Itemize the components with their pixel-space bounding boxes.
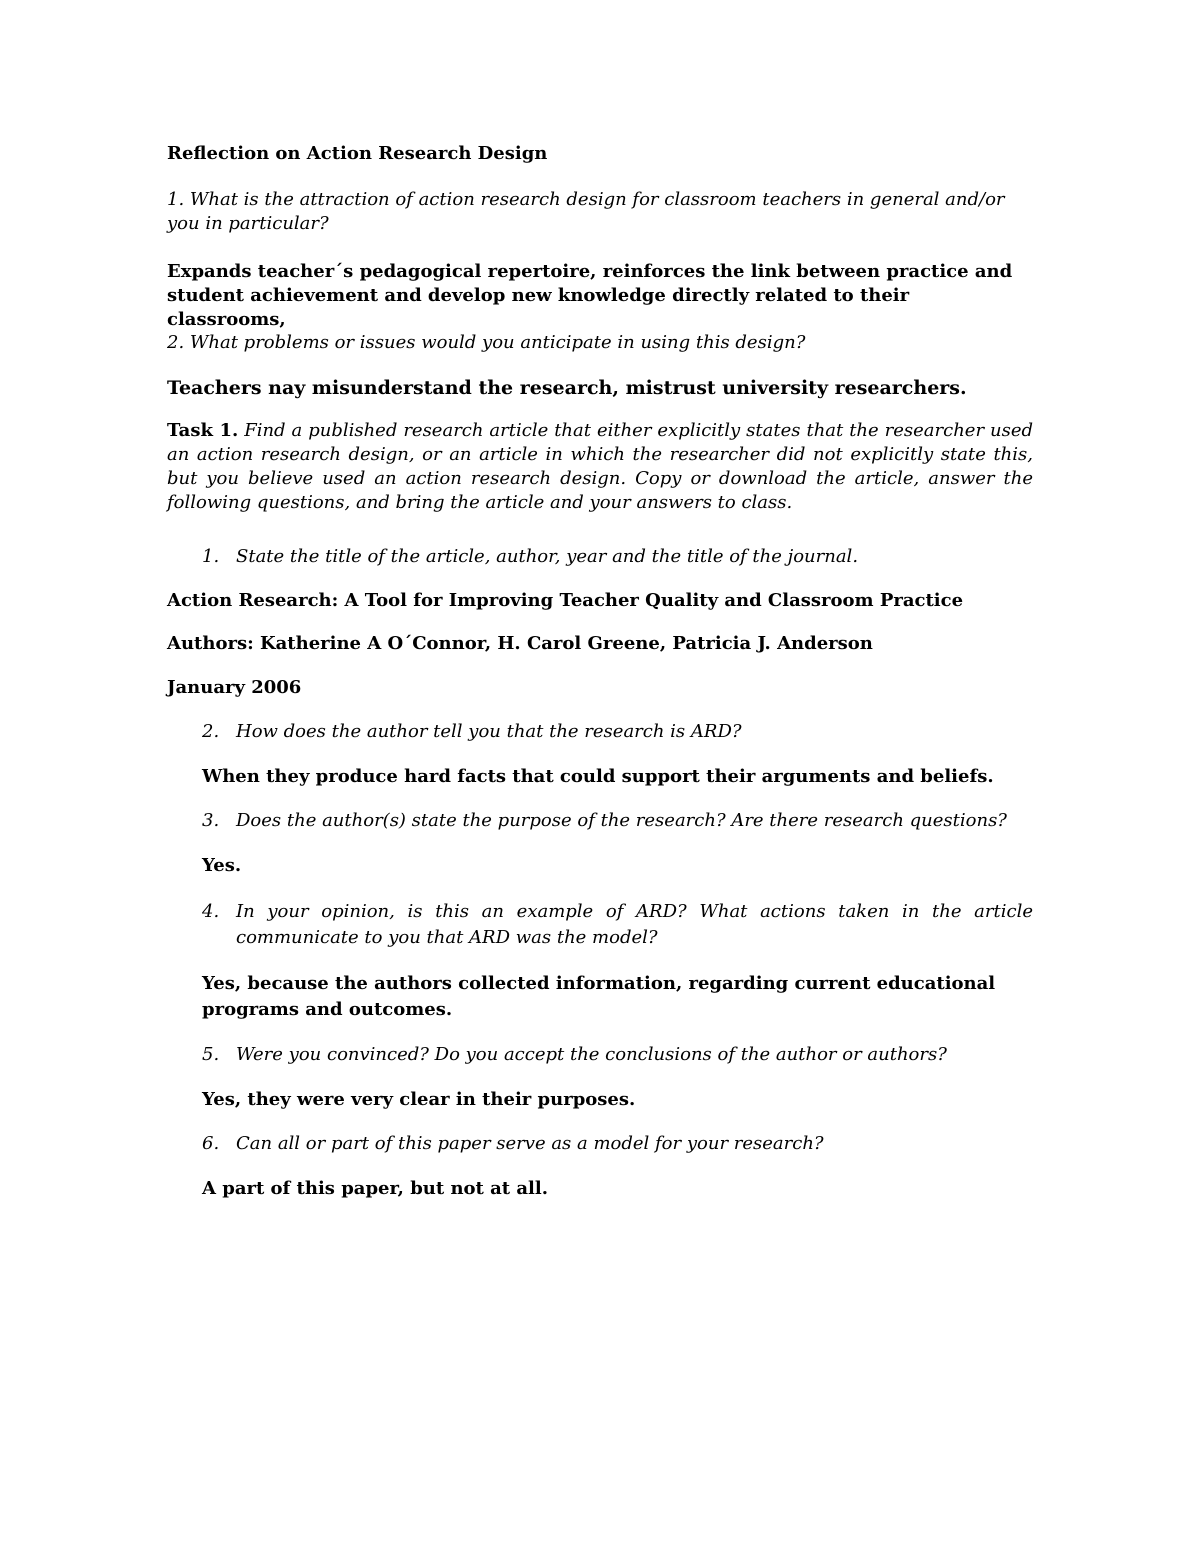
answer-1: Expands teacher´s pedagogical repertoire, reinforces the link between practice and student achievement and develop new knowledge directly related to their classrooms, bbox=[167, 261, 1013, 330]
task-1-label: Task 1. bbox=[167, 420, 239, 441]
answer-item-3: Yes. bbox=[202, 855, 242, 876]
list-item-text: How does the author tell you that the research is ARD? bbox=[236, 721, 742, 742]
answer-item-2: When they produce hard facts that could support their arguments and beliefs. bbox=[202, 766, 994, 787]
list-item-number: 5. bbox=[202, 1044, 220, 1065]
article-title: Action Research: A Tool for Improving Teacher Quality and Classroom Practice bbox=[167, 590, 964, 611]
task-1-text: Find a published research article that either explicitly states that the researcher used an action research design, or an article in which the researcher did not explicitly state this, but you believe used an action research design. Copy or download the article, answer the following questions, and bring the article and your answers to class. bbox=[167, 420, 1034, 513]
list-item-number: 3. bbox=[202, 810, 220, 831]
article-date: January 2006 bbox=[167, 677, 302, 698]
list-item-text: In your opinion, is this an example of ARD? What actions taken in the article communicate to you that ARD was the model? bbox=[236, 901, 1033, 948]
list-item-text: Can all or part of this paper serve as a model for your research? bbox=[236, 1133, 824, 1154]
question-1: 1. What is the attraction of action research design for classroom teachers in general and/or you in particular? bbox=[167, 189, 1005, 234]
answer-item-6: A part of this paper, but not at all. bbox=[202, 1178, 548, 1199]
list-item-number: 6. bbox=[202, 1133, 220, 1154]
list-item-number: 1. bbox=[202, 546, 220, 567]
answer-2: Teachers nay misunderstand the research, mistrust university researchers. bbox=[167, 377, 967, 399]
question-2: 2. What problems or issues would you anticipate in using this design? bbox=[167, 332, 806, 353]
list-item-text: State the title of the article, author, year and the title of the journal. bbox=[236, 546, 859, 567]
page-title: Reflection on Action Research Design bbox=[167, 143, 548, 164]
list-item-number: 2. bbox=[202, 721, 220, 742]
list-item-text: Were you convinced? Do you accept the conclusions of the author or authors? bbox=[236, 1044, 947, 1065]
article-authors: Authors: Katherine A O´Connor, H. Carol Greene, Patricia J. Anderson bbox=[167, 633, 873, 654]
answer-item-5: Yes, they were very clear in their purposes. bbox=[202, 1089, 636, 1110]
answer-item-4: Yes, because the authors collected information, regarding current educational programs and outcomes. bbox=[202, 973, 996, 1020]
list-item-text: Does the author(s) state the purpose of the research? Are there research questions? bbox=[236, 810, 1007, 831]
task-1-paragraph bbox=[167, 419, 1033, 515]
list-item-number: 4. bbox=[202, 901, 220, 922]
